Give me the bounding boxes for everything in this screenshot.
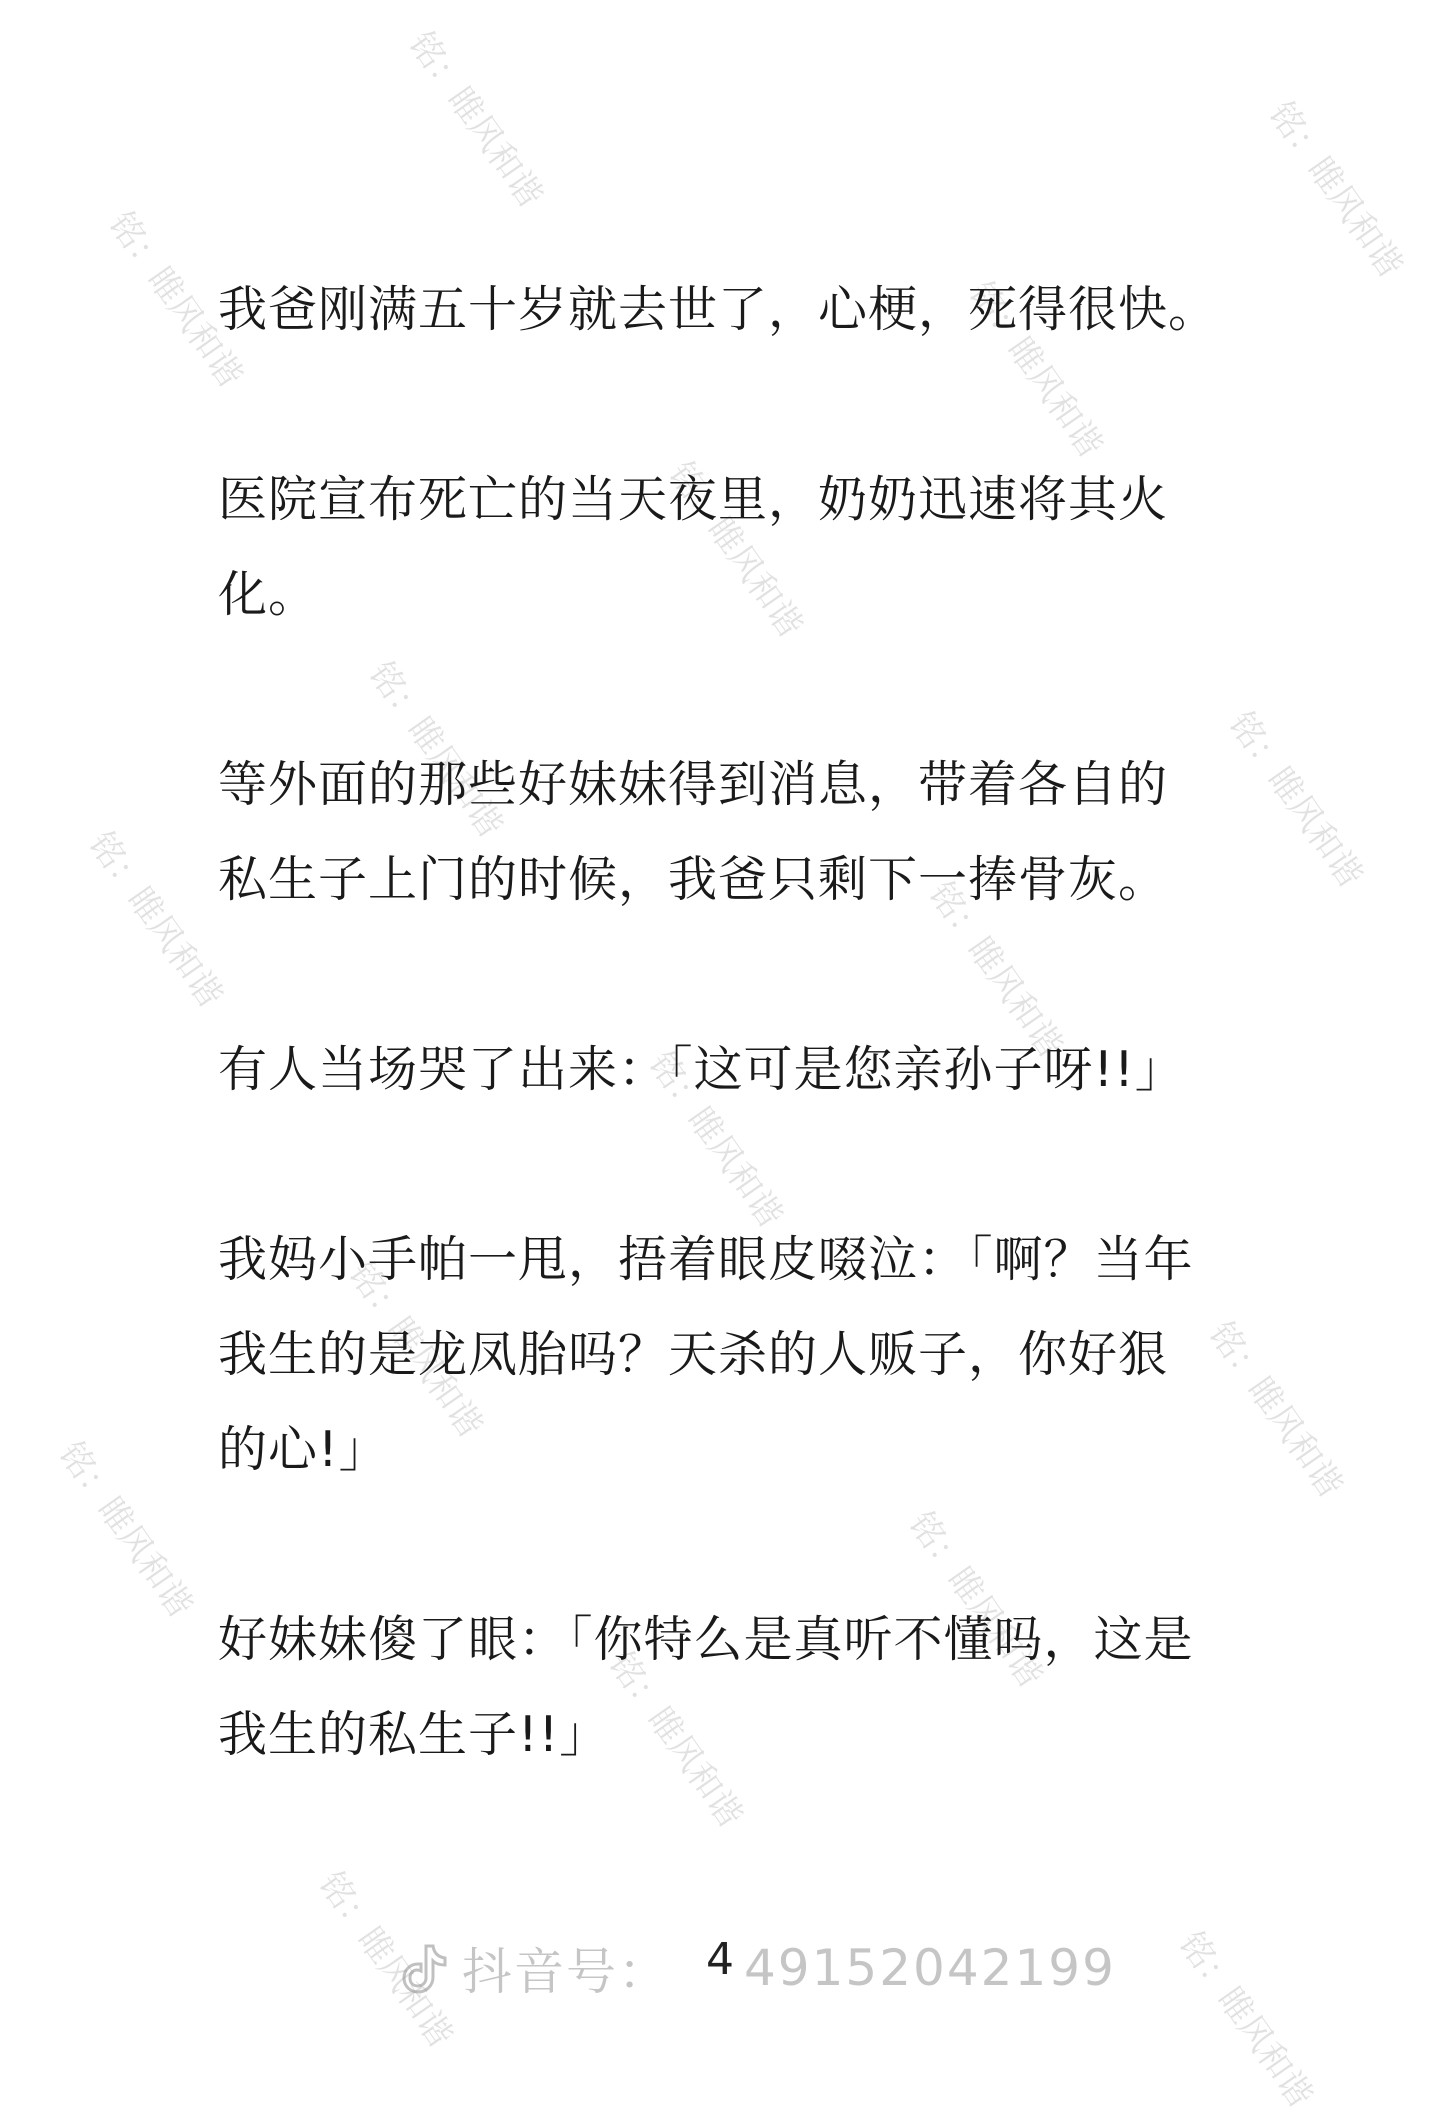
page-footer <box>0 1930 1440 2010</box>
paragraph: 我爸刚满五十岁就去世了，心梗，死得很快。 <box>218 281 1219 338</box>
watermark: 铭：睢风和谐 <box>660 454 811 645</box>
watermark: 铭：睢风和谐 <box>960 274 1111 465</box>
paragraph: 有人当场哭了出来：「这可是您亲孙子呀!!」 <box>218 1041 1185 1098</box>
paragraph: 好妹妹傻了眼：「你特么是真听不懂吗，这是 我生的私生子!!」 <box>218 1611 1194 1763</box>
platform-watermark <box>400 1932 1116 2004</box>
watermark: 铭：睢风和谐 <box>400 24 551 215</box>
watermark: 铭：睢风和谐 <box>50 1434 201 1625</box>
paragraph: 我妈小手帕一甩，捂着眼皮啜泣：「啊？当年 我生的是龙凤胎吗？天杀的人贩子，你好狠 的心!」 <box>218 1231 1194 1478</box>
paragraph: 医院宣布死亡的当天夜里，奶奶迅速将其火 化。 <box>218 471 1169 623</box>
watermark: 铭：睢风和谐 <box>920 874 1071 1065</box>
watermark: 铭：睢风和谐 <box>600 1644 751 1835</box>
watermark: 铭：睢风和谐 <box>640 1044 791 1235</box>
watermark: 铭：睢风和谐 <box>900 1504 1051 1695</box>
watermark: 铭：睢风和谐 <box>360 654 511 845</box>
platform-label: 抖音号： <box>462 1943 670 2001</box>
story-text <box>218 262 1228 1877</box>
watermark: 铭：睢风和谐 <box>1260 94 1411 285</box>
watermark: 铭：睢风和谐 <box>310 1864 461 2055</box>
page-number: 4 <box>706 1934 734 1985</box>
watermark: 铭：睢风和谐 <box>80 824 231 1015</box>
tiktok-icon <box>400 1942 448 1994</box>
watermark: 铭：睢风和谐 <box>1200 1314 1351 1505</box>
watermark: 铭：睢风和谐 <box>100 204 251 395</box>
platform-id: 49152042199 <box>744 1939 1116 1997</box>
watermark: 铭：睢风和谐 <box>1170 1924 1321 2115</box>
watermark: 铭：睢风和谐 <box>1220 704 1371 895</box>
paragraph: 等外面的那些好妹妹得到消息，带着各自的 私生子上门的时候，我爸只剩下一捧骨灰。 <box>218 756 1169 908</box>
watermark: 铭：睢风和谐 <box>340 1254 491 1445</box>
